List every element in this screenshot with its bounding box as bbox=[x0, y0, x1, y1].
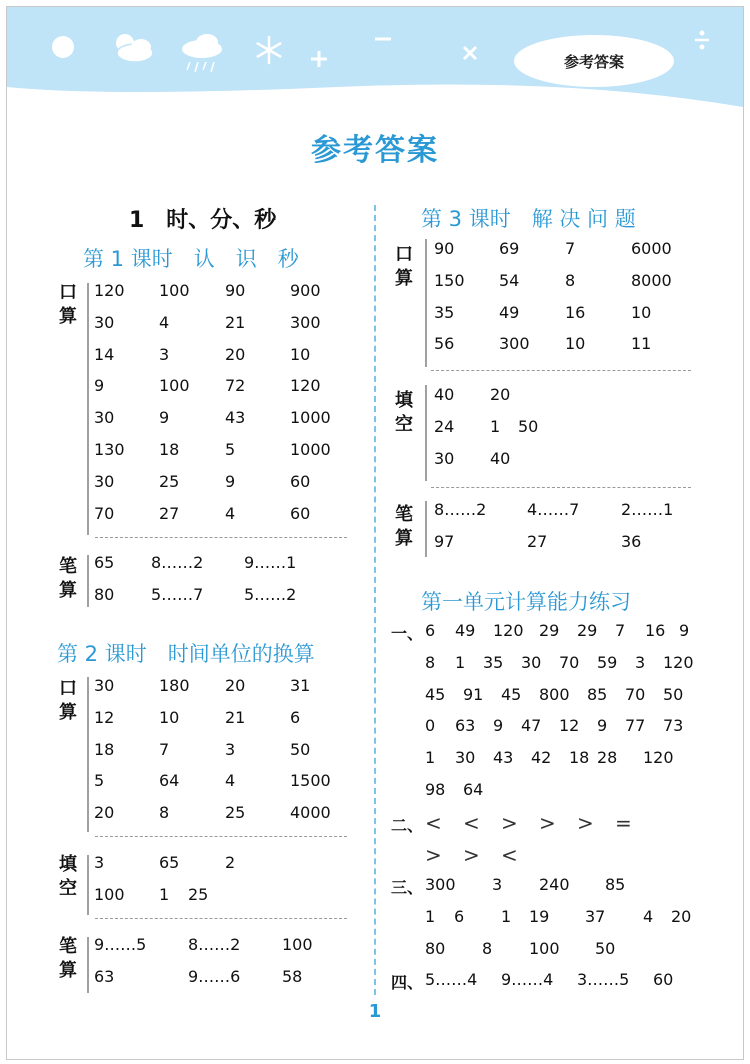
practice-part1-prefix: 一、 bbox=[391, 624, 424, 643]
lesson1-oral-cell-r0-c1: 100 bbox=[159, 281, 190, 300]
lesson2-oral-cell-r0-c1: 180 bbox=[159, 676, 190, 695]
lesson3-oral-cell-r2-c1: 49 bbox=[499, 302, 520, 322]
lesson3-oral-cell-r1-c0: 150 bbox=[434, 270, 465, 290]
practice-part1-cell-r1-c5: 59 bbox=[597, 652, 618, 672]
column-divider bbox=[374, 205, 376, 995]
practice-title: 第一单元计算能力练习 bbox=[421, 590, 631, 614]
lesson3-oral-cell-r3-c1: 300 bbox=[499, 334, 530, 354]
lesson1-oral-cell-r6-c1: 25 bbox=[159, 471, 180, 491]
lesson1-oral-cell-r2-c2: 20 bbox=[225, 344, 246, 364]
lesson2-fill-bar bbox=[87, 855, 89, 915]
practice-part4-cell-r0-c3: 60 bbox=[653, 970, 674, 989]
lesson2-written-bar bbox=[87, 937, 89, 993]
practice-part3-cell-r1-c1: 6 bbox=[454, 906, 465, 926]
practice-part1-cell-r0-c6: 16 bbox=[645, 621, 666, 640]
sun-icon bbox=[52, 36, 74, 58]
lesson2-fill-cell-r0-c0: 3 bbox=[94, 853, 105, 872]
lesson1-written-bar bbox=[87, 555, 89, 607]
practice-part2-cell-r0-c4: > bbox=[577, 811, 594, 835]
practice-part3-cell-r2-c2: 100 bbox=[529, 938, 560, 958]
practice-part1-cell-r5-c0: 98 bbox=[425, 780, 446, 799]
lesson1-written-cell-r1-c0: 80 bbox=[94, 585, 115, 604]
lesson1-oral-cell-r5-c1: 18 bbox=[159, 440, 180, 459]
lesson1-oral-cell-r2-c1: 3 bbox=[159, 344, 170, 364]
lesson1-oral-cell-r4-c2: 43 bbox=[225, 408, 246, 428]
practice-part1-cell-r0-c2: 120 bbox=[493, 621, 524, 640]
lesson1-written-cell-r0-c0: 65 bbox=[94, 553, 115, 572]
lesson2-written-cell-r0-c0: 9……5 bbox=[94, 935, 147, 954]
practice-part1-cell-r3-c2: 9 bbox=[493, 716, 504, 736]
lesson1-oral-cell-r0-c2: 90 bbox=[225, 281, 246, 300]
practice-part1-cell-r1-c3: 30 bbox=[521, 652, 542, 672]
lesson1-oral-bar bbox=[87, 283, 89, 535]
practice-part3-cell-r1-c4: 37 bbox=[585, 906, 606, 926]
lesson3-oral-cell-r1-c2: 8 bbox=[565, 270, 576, 290]
lesson1-oral-cell-r0-c0: 120 bbox=[94, 281, 125, 300]
practice-part3-cell-r1-c3: 19 bbox=[529, 906, 550, 926]
lesson1-title: 第 1 课时 认 识 秒 bbox=[83, 247, 299, 271]
lesson3-oral-cell-r0-c0: 90 bbox=[434, 239, 455, 258]
lesson2-written-cell-r1-c0: 63 bbox=[94, 967, 115, 986]
practice-part3-cell-r2-c1: 8 bbox=[482, 938, 493, 958]
lesson2-oral-cell-r1-c0: 12 bbox=[94, 707, 115, 727]
lesson2-oral-cell-r3-c0: 5 bbox=[94, 771, 105, 791]
header-badge: 参考答案 bbox=[514, 35, 674, 87]
practice-part3-cell-r2-c0: 80 bbox=[425, 938, 446, 958]
lesson3-oral-cell-r0-c2: 7 bbox=[565, 239, 576, 258]
lesson2-written-label: 笔算 bbox=[59, 936, 77, 981]
lesson2-written-cell-r1-c2: 58 bbox=[282, 967, 303, 986]
practice-part1-cell-r3-c6: 77 bbox=[625, 716, 646, 736]
practice-part2-prefix: 二、 bbox=[391, 816, 424, 835]
lesson3-oral-cell-r2-c3: 10 bbox=[631, 302, 652, 322]
practice-part1-cell-r3-c4: 12 bbox=[559, 716, 580, 736]
practice-part1-cell-r2-c4: 85 bbox=[587, 684, 608, 704]
practice-part1-cell-r2-c6: 50 bbox=[663, 684, 684, 704]
practice-part4-prefix: 四、 bbox=[391, 973, 424, 992]
lesson3-oral-cell-r3-c2: 10 bbox=[565, 334, 586, 354]
lesson1-oral-cell-r2-c0: 14 bbox=[94, 344, 115, 364]
lesson3-fill-cell-r0-c0: 40 bbox=[434, 385, 455, 404]
lesson1-oral-cell-r3-c3: 120 bbox=[290, 376, 321, 396]
lesson1-oral-cell-r5-c2: 5 bbox=[225, 440, 236, 459]
lesson2-oral-cell-r0-c2: 20 bbox=[225, 676, 246, 695]
practice-part1-cell-r4-c1: 30 bbox=[455, 748, 476, 768]
practice-part1-cell-r1-c2: 35 bbox=[483, 652, 504, 672]
practice-part4-cell-r0-c2: 3……5 bbox=[577, 970, 630, 989]
practice-part3-cell-r0-c1: 3 bbox=[492, 875, 503, 894]
lesson1-written-cell-r1-c2: 5……2 bbox=[244, 585, 297, 604]
practice-part1-cell-r0-c3: 29 bbox=[539, 621, 560, 640]
practice-part1-cell-r5-c1: 64 bbox=[463, 780, 484, 799]
lesson2-oral-cell-r0-c3: 31 bbox=[290, 676, 311, 695]
lesson2-written-cell-r1-c1: 9……6 bbox=[188, 967, 241, 986]
practice-part1-cell-r4-c5: 28 bbox=[597, 748, 618, 768]
lesson1-oral-cell-r1-c1: 4 bbox=[159, 312, 170, 332]
practice-part1-cell-r4-c3: 42 bbox=[531, 748, 552, 768]
lesson1-written-label: 笔算 bbox=[59, 556, 77, 601]
lesson3-oral-cell-r3-c0: 56 bbox=[434, 334, 455, 354]
lesson1-oral-cell-r7-c1: 27 bbox=[159, 503, 180, 523]
lesson3-fill-cell-r0-c1: 20 bbox=[490, 385, 511, 404]
lesson2-fill-cell-r0-c1: 65 bbox=[159, 853, 180, 872]
lesson3-oral-label: 口算 bbox=[395, 244, 413, 289]
lesson3-fill-cell-r2-c1: 40 bbox=[490, 449, 511, 468]
practice-part1-cell-r1-c4: 70 bbox=[559, 652, 580, 672]
lesson2-separator-2 bbox=[95, 918, 347, 919]
lesson3-oral-cell-r0-c1: 69 bbox=[499, 239, 520, 258]
lesson3-written-cell-r1-c0: 97 bbox=[434, 532, 455, 551]
lesson1-oral-cell-r1-c3: 300 bbox=[290, 312, 321, 332]
lesson3-fill-bar bbox=[425, 385, 427, 481]
practice-part1-cell-r2-c3: 800 bbox=[539, 684, 570, 704]
lesson3-separator-2 bbox=[431, 487, 691, 488]
lesson2-fill-cell-r1-c2: 25 bbox=[188, 885, 209, 904]
lesson3-written-cell-r0-c1: 4……7 bbox=[527, 500, 580, 519]
practice-part1-cell-r4-c6: 120 bbox=[643, 748, 674, 768]
lesson1-oral-cell-r6-c0: 30 bbox=[94, 471, 115, 491]
lesson3-oral-cell-r1-c3: 8000 bbox=[631, 270, 672, 290]
practice-part2-cell-r0-c1: < bbox=[463, 811, 480, 835]
lesson2-oral-cell-r2-c0: 18 bbox=[94, 739, 115, 759]
lesson2-oral-cell-r2-c1: 7 bbox=[159, 739, 170, 759]
lesson2-fill-label: 填空 bbox=[59, 854, 77, 899]
lesson2-oral-cell-r2-c3: 50 bbox=[290, 739, 311, 759]
lesson1-oral-cell-r4-c1: 9 bbox=[159, 408, 170, 428]
lesson3-oral-cell-r2-c2: 16 bbox=[565, 302, 586, 322]
practice-part3-cell-r0-c0: 300 bbox=[425, 875, 456, 894]
lesson3-oral-cell-r3-c3: 11 bbox=[631, 334, 652, 354]
lesson1-written-cell-r0-c2: 9……1 bbox=[244, 553, 297, 572]
lesson3-written-cell-r1-c1: 27 bbox=[527, 532, 548, 551]
practice-part1-cell-r2-c0: 45 bbox=[425, 684, 446, 704]
lesson3-separator-1 bbox=[431, 370, 691, 371]
lesson1-oral-cell-r7-c3: 60 bbox=[290, 503, 311, 523]
practice-part1-cell-r2-c5: 70 bbox=[625, 684, 646, 704]
practice-part1-cell-r1-c6: 3 bbox=[635, 652, 646, 672]
lesson1-oral-cell-r1-c0: 30 bbox=[94, 312, 115, 332]
practice-part3-cell-r1-c0: 1 bbox=[425, 906, 436, 926]
lesson3-fill-cell-r1-c2: 50 bbox=[518, 417, 539, 436]
practice-part1-cell-r1-c0: 8 bbox=[425, 652, 436, 672]
practice-part2-cell-r1-c2: < bbox=[501, 843, 518, 867]
practice-part1-cell-r3-c0: 0 bbox=[425, 716, 436, 736]
lesson2-oral-cell-r1-c1: 10 bbox=[159, 707, 180, 727]
practice-part1-cell-r0-c5: 7 bbox=[615, 621, 626, 640]
lesson2-oral-label: 口算 bbox=[59, 678, 77, 723]
lesson2-title: 第 2 课时 时间单位的换算 bbox=[57, 642, 315, 666]
lesson3-oral-cell-r0-c3: 6000 bbox=[631, 239, 672, 258]
practice-part4-cell-r0-c1: 9……4 bbox=[501, 970, 554, 989]
lesson2-fill-cell-r1-c1: 1 bbox=[159, 885, 170, 904]
practice-part1-cell-r1-c7: 120 bbox=[663, 652, 694, 672]
practice-part3-prefix: 三、 bbox=[391, 878, 424, 897]
practice-part1-cell-r0-c1: 49 bbox=[455, 621, 476, 640]
practice-part1-cell-r0-c4: 29 bbox=[577, 621, 598, 640]
practice-part4-cell-r0-c0: 5……4 bbox=[425, 970, 478, 989]
practice-part2-cell-r0-c0: < bbox=[425, 811, 442, 835]
lesson2-written-cell-r0-c2: 100 bbox=[282, 935, 313, 954]
lesson2-fill-cell-r1-c0: 100 bbox=[94, 885, 125, 904]
lesson3-fill-cell-r1-c0: 24 bbox=[434, 417, 455, 436]
practice-part1-cell-r4-c2: 43 bbox=[493, 748, 514, 768]
lesson3-title: 第 3 课时 解 决 问 题 bbox=[421, 207, 636, 231]
lesson3-written-label: 笔算 bbox=[395, 504, 413, 549]
lesson2-written-cell-r0-c1: 8……2 bbox=[188, 935, 241, 954]
lesson3-written-cell-r1-c2: 36 bbox=[621, 532, 642, 551]
page-number: 1 bbox=[368, 1001, 382, 1022]
answer-page bbox=[6, 6, 744, 1060]
lesson3-written-cell-r0-c0: 8……2 bbox=[434, 500, 487, 519]
practice-part1-cell-r3-c5: 9 bbox=[597, 716, 608, 736]
lesson1-oral-label: 口算 bbox=[59, 282, 77, 327]
practice-part3-cell-r1-c6: 20 bbox=[671, 906, 692, 926]
lesson2-oral-cell-r1-c2: 21 bbox=[225, 707, 246, 727]
lesson3-fill-cell-r1-c1: 1 bbox=[490, 417, 501, 436]
lesson2-oral-cell-r4-c2: 25 bbox=[225, 803, 246, 823]
lesson1-oral-cell-r7-c0: 70 bbox=[94, 503, 115, 523]
practice-part2-cell-r1-c1: > bbox=[463, 843, 480, 867]
practice-part2-cell-r0-c2: > bbox=[501, 811, 518, 835]
lesson2-oral-cell-r0-c0: 30 bbox=[94, 676, 115, 695]
practice-part3-cell-r1-c2: 1 bbox=[501, 906, 512, 926]
lesson3-oral-bar bbox=[425, 239, 427, 367]
lesson1-oral-cell-r4-c0: 30 bbox=[94, 408, 115, 428]
practice-part2-cell-r0-c3: > bbox=[539, 811, 556, 835]
practice-part1-cell-r3-c3: 47 bbox=[521, 716, 542, 736]
lesson1-written-cell-r1-c1: 5……7 bbox=[151, 585, 204, 604]
lesson1-written-cell-r0-c1: 8……2 bbox=[151, 553, 204, 572]
practice-part1-cell-r4-c0: 1 bbox=[425, 748, 436, 768]
lesson1-oral-cell-r3-c0: 9 bbox=[94, 376, 105, 396]
lesson2-oral-cell-r3-c1: 64 bbox=[159, 771, 180, 791]
lesson3-written-cell-r0-c2: 2……1 bbox=[621, 500, 674, 519]
lesson1-oral-cell-r5-c0: 130 bbox=[94, 440, 125, 459]
lesson1-oral-cell-r4-c3: 1000 bbox=[290, 408, 331, 428]
lesson2-separator-1 bbox=[95, 836, 347, 837]
practice-part1-cell-r2-c2: 45 bbox=[501, 684, 522, 704]
lesson3-oral-cell-r2-c0: 35 bbox=[434, 302, 455, 322]
lesson2-oral-cell-r4-c3: 4000 bbox=[290, 803, 331, 823]
lesson2-oral-bar bbox=[87, 677, 89, 832]
lesson1-oral-cell-r6-c2: 9 bbox=[225, 471, 236, 491]
lesson3-fill-cell-r2-c0: 30 bbox=[434, 449, 455, 468]
lesson2-oral-cell-r3-c3: 1500 bbox=[290, 771, 331, 791]
practice-part1-cell-r1-c1: 1 bbox=[455, 652, 466, 672]
lesson1-oral-cell-r3-c1: 100 bbox=[159, 376, 190, 396]
practice-part3-cell-r0-c3: 85 bbox=[605, 875, 626, 894]
lesson1-oral-cell-r3-c2: 72 bbox=[225, 376, 246, 396]
lesson1-oral-cell-r6-c3: 60 bbox=[290, 471, 311, 491]
unit-title: 1 时、分、秒 bbox=[129, 208, 277, 233]
practice-part2-cell-r1-c0: > bbox=[425, 843, 442, 867]
lesson1-separator bbox=[95, 537, 347, 538]
lesson1-oral-cell-r7-c2: 4 bbox=[225, 503, 236, 523]
practice-part3-cell-r0-c2: 240 bbox=[539, 875, 570, 894]
practice-part1-cell-r0-c0: 6 bbox=[425, 621, 436, 640]
lesson1-oral-cell-r1-c2: 21 bbox=[225, 312, 246, 332]
lesson3-fill-label: 填空 bbox=[395, 390, 413, 435]
practice-part3-cell-r1-c5: 4 bbox=[643, 906, 654, 926]
practice-part1-cell-r4-c4: 18 bbox=[569, 748, 590, 768]
lesson1-oral-cell-r0-c3: 900 bbox=[290, 281, 321, 300]
practice-part2-cell-r0-c5: = bbox=[615, 811, 632, 835]
lesson2-fill-cell-r0-c2: 2 bbox=[225, 853, 236, 872]
lesson2-oral-cell-r4-c0: 20 bbox=[94, 803, 115, 823]
page-title: 参考答案 bbox=[311, 133, 439, 168]
practice-part1-cell-r3-c1: 63 bbox=[455, 716, 476, 736]
lesson3-written-bar bbox=[425, 501, 427, 557]
practice-part1-cell-r2-c1: 91 bbox=[463, 684, 484, 704]
lesson2-oral-cell-r4-c1: 8 bbox=[159, 803, 170, 823]
lesson1-oral-cell-r2-c3: 10 bbox=[290, 344, 311, 364]
lesson2-oral-cell-r3-c2: 4 bbox=[225, 771, 236, 791]
lesson1-oral-cell-r5-c3: 1000 bbox=[290, 440, 331, 459]
practice-part1-cell-r3-c7: 73 bbox=[663, 716, 684, 736]
lesson2-oral-cell-r1-c3: 6 bbox=[290, 707, 301, 727]
practice-part1-cell-r0-c7: 9 bbox=[679, 621, 690, 640]
practice-part3-cell-r2-c3: 50 bbox=[595, 938, 616, 958]
lesson2-oral-cell-r2-c2: 3 bbox=[225, 739, 236, 759]
lesson3-oral-cell-r1-c1: 54 bbox=[499, 270, 520, 290]
